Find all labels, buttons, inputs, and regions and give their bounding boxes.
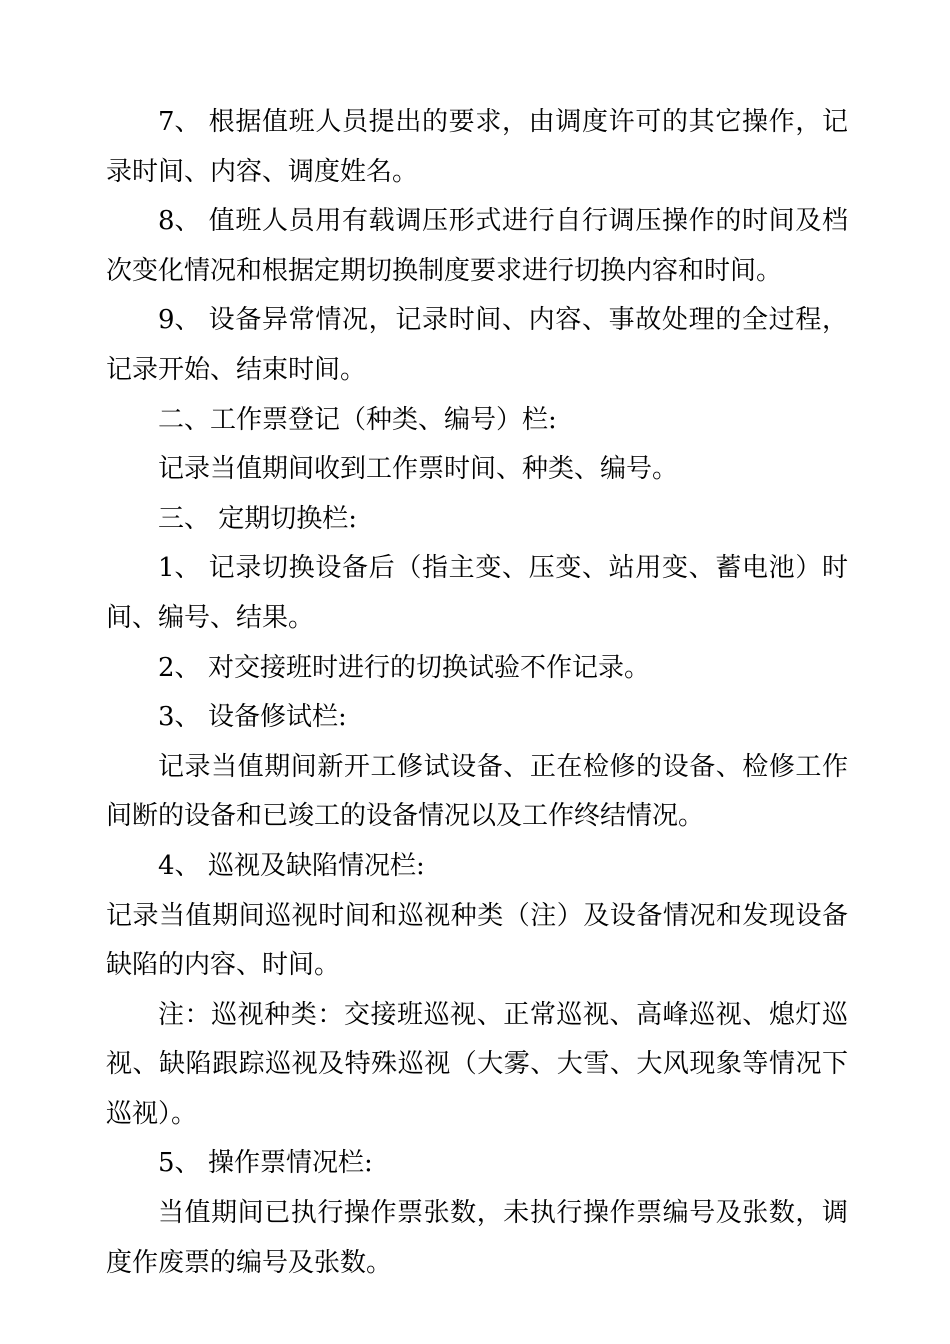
paragraph-text: 操作票情况栏: [208, 1148, 373, 1179]
item-number: 2、 [158, 652, 201, 683]
item-number: 9、 [158, 305, 201, 336]
paragraph-2 [106, 644, 848, 694]
section-heading-text: 三、 定期切换栏: [158, 503, 358, 534]
paragraph-text: 设备修试栏: [208, 702, 347, 733]
document-body [106, 98, 848, 1288]
paragraph-text: 根据值班人员提出的要求，由调度许可的其它操作，记录时间、内容、调度姓名。 [106, 107, 848, 187]
item-number: 4、 [158, 850, 201, 881]
section-heading-text: 二、工作票登记（种类、编号）栏: [158, 404, 557, 435]
paragraph-text: 记录切换设备后（指主变、压变、站用变、蓄电池）时间、编号、结果。 [106, 553, 848, 633]
item-number: 3、 [158, 702, 201, 733]
paragraph-inspection-desc [106, 892, 848, 991]
paragraph-operation-ticket-desc [106, 1189, 848, 1288]
paragraph-work-ticket-desc [106, 445, 848, 495]
paragraph-5 [106, 1139, 848, 1189]
paragraph-maintenance-desc [106, 743, 848, 842]
item-number: 5、 [158, 1148, 201, 1179]
item-number: 8、 [158, 206, 201, 237]
paragraph-3 [106, 693, 848, 743]
paragraph-text: 巡视及缺陷情况栏: [208, 850, 425, 881]
paragraph-8 [106, 197, 848, 296]
paragraph-9 [106, 296, 848, 395]
paragraph-text: 记录当值期间巡视时间和巡视种类（注）及设备情况和发现设备缺陷的内容、时间。 [106, 900, 848, 981]
item-number: 1、 [158, 553, 201, 584]
paragraph-1 [106, 544, 848, 643]
section-heading-periodic-switch [106, 495, 848, 545]
paragraph-text: 设备异常情况，记录时间、内容、事故处理的全过程，记录开始、结束时间。 [106, 305, 848, 385]
paragraph-text: 对交接班时进行的切换试验不作记录。 [208, 652, 651, 683]
section-heading-work-ticket [106, 396, 848, 446]
item-number: 7、 [158, 107, 201, 137]
paragraph-text: 记录当值期间新开工修试设备、正在检修的设备、检修工作间断的设备和已竣工的设备情况以及工作终结情况。 [106, 751, 848, 832]
paragraph-text: 注：巡视种类：交接班巡视、正常巡视、高峰巡视、熄灯巡视、缺陷跟踪巡视及特殊巡视（大雾、大雪、大风现象等情况下巡视）。 [106, 999, 848, 1129]
paragraph-4 [106, 842, 848, 892]
paragraph-text: 记录当值期间收到工作票时间、种类、编号。 [158, 454, 679, 485]
paragraph-7 [106, 98, 848, 197]
paragraph-note [106, 991, 848, 1140]
paragraph-text: 当值期间已执行操作票张数，未执行操作票编号及张数，调度作废票的编号及张数。 [106, 1198, 848, 1278]
paragraph-text: 值班人员用有载调压形式进行自行调压操作的时间及档次变化情况和根据定期切换制度要求进行切换内容和时间。 [106, 206, 848, 286]
